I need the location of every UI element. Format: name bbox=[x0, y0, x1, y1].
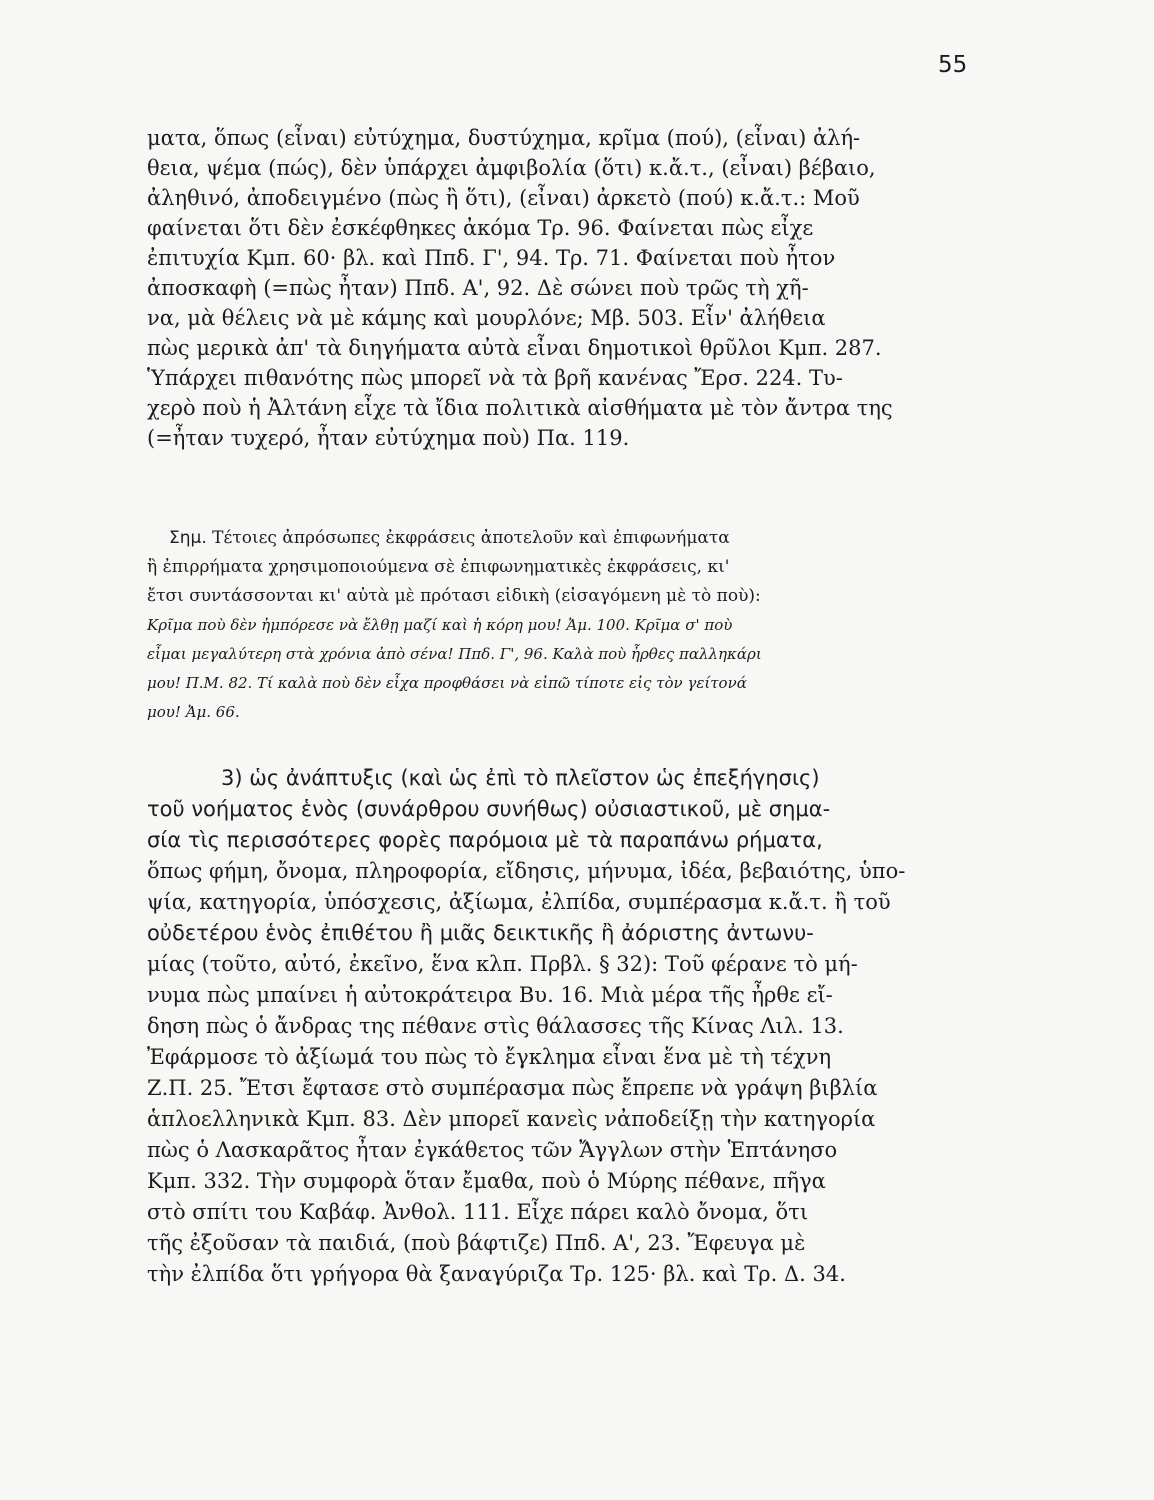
text-line: ὅπως φήμη, ὄνομα, πληροφορία, εἴδησις, μήνυμα, ἰδέα, βεβαιότης, ὑπο- bbox=[147, 859, 906, 883]
text-line: ἐπιτυχία Κμπ. 60· βλ. καὶ Ππδ. Γ', 94. Τρ. 71. Φαίνεται ποὺ ἦτον bbox=[147, 246, 836, 270]
text-line: Ἐφάρμοσε τὸ ἀξίωμά του πὼς τὸ ἔγκλημα εἶναι ἕνα μὲ τὴ τέχνη bbox=[147, 1045, 832, 1069]
text-line: τοῦ νοήματος ἑνὸς (συνάρθρου συνήθως) οὐσιαστικοῦ, μὲ σημα- bbox=[147, 797, 831, 821]
text-line: φαίνεται ὅτι δὲν ἐσκέφθηκες ἀκόμα Τρ. 96. Φαίνεται πὼς εἶχε bbox=[147, 216, 814, 240]
text-line: εἶμαι μεγαλύτερη στὰ χρόνια ἀπὸ σένα! Ππδ. Γ', 96. Καλὰ ποὺ ἦρθες παλληκάρι bbox=[147, 645, 762, 663]
text-line: τὴν ἐλπίδα ὅτι γρήγορα θὰ ξαναγύριζα Τρ. 125· βλ. καὶ Τρ. Δ. 34. bbox=[147, 1262, 846, 1286]
text-line: χερὸ ποὺ ἡ Ἀλτάνη εἶχε τὰ ἴδια πολιτικὰ αἰσθήματα μὲ τὸν ἄντρα της bbox=[147, 396, 893, 420]
text-line: πὼς ὁ Λασκαρᾶτος ἦταν ἐγκάθετος τῶν Ἄγγλων στὴν Ἑπτάνησο bbox=[147, 1138, 838, 1162]
text-line: οὐδετέρου ἑνὸς ἐπιθέτου ἢ μιᾶς δεικτικῆς ἢ ἀόριστης ἀντωνυ- bbox=[147, 921, 814, 945]
text-line: δηση πὼς ὁ ἄνδρας της πέθανε στὶς θάλασσες τῆς Κίνας Λιλ. 13. bbox=[147, 1014, 844, 1038]
text-line: πὼς μερικὰ ἀπ' τὰ διηγήματα αὐτὰ εἶναι δημοτικοὶ θρῦλοι Κμπ. 287. bbox=[147, 336, 882, 360]
text-line: μου! Π.Μ. 82. Τί καλὰ ποὺ δὲν εἶχα προφθάσει νὰ εἰπῶ τίποτε εἰς τὸν γείτονά bbox=[147, 674, 747, 692]
text-line: νυμα πὼς μπαίνει ἡ αὐτοκράτειρα Βυ. 16. Μιὰ μέρα τῆς ἦρθε εἴ- bbox=[147, 983, 833, 1007]
text-line: σία τὶς περισσότερες φορὲς παρόμοια μὲ τὰ παραπάνω ρήματα, bbox=[147, 828, 823, 852]
text-line: ἀποσκαφὴ (=πὼς ἦταν) Ππδ. Α', 92. Δὲ σώνει ποὺ τρῶς τὴ χῆ- bbox=[147, 276, 809, 300]
text-line: Κμπ. 332. Τὴν συμφορὰ ὅταν ἔμαθα, ποὺ ὁ Μύρης πέθανε, πῆγα bbox=[147, 1169, 826, 1193]
text-line: ἀληθινό, ἀποδειγμένο (πὼς ἢ ὅτι), (εἶναι) ἀρκετὸ (πού) κ.ἄ.τ.: Μοῦ bbox=[147, 186, 860, 210]
text-line: Ὑπάρχει πιθανότης πὼς μπορεῖ νὰ τὰ βρῆ κανένας Ἔρσ. 224. Τυ- bbox=[147, 366, 843, 390]
text-line: να, μὰ θέλεις νὰ μὲ κάμης καὶ μουρλόνε; Μβ. 503. Εἶν' ἀλήθεια bbox=[147, 306, 826, 330]
page-number: 55 bbox=[938, 52, 968, 78]
text-line: στὸ σπίτι του Καβάφ. Ἀνθολ. 111. Εἶχε πάρει καλὸ ὄνομα, ὅτι bbox=[147, 1200, 809, 1224]
text-line: 3) ὡς ἀνάπτυξις (καὶ ὡς ἐπὶ τὸ πλεῖστον ὡς ἐπεξήγησις) bbox=[221, 766, 820, 790]
text-line: θεια, ψέμα (πώς), δὲν ὑπάρχει ἀμφιβολία (ὅτι) κ.ἄ.τ., (εἶναι) βέβαιο, bbox=[147, 156, 876, 180]
text-line: μου! Ἀμ. 66. bbox=[147, 703, 240, 721]
text-line: ματα, ὅπως (εἶναι) εὐτύχημα, δυστύχημα, κρῖμα (πού), (εἶναι) ἀλή- bbox=[147, 126, 861, 150]
text-line: Ζ.Π. 25. Ἔτσι ἔφτασε στὸ συμπέρασμα πὼς ἔπρεπε νὰ γράψη βιβλία bbox=[147, 1076, 878, 1100]
text-line: ψία, κατηγορία, ὑπόσχεσις, ἀξίωμα, ἐλπίδα, συμπέρασμα κ.ἄ.τ. ἢ τοῦ bbox=[147, 890, 891, 914]
text-line: (=ἦταν τυχερό, ἦταν εὐτύχημα ποὺ) Πα. 119. bbox=[147, 426, 630, 450]
text-line: ἢ ἐπιρρήματα χρησιμοποιούμενα σὲ ἐπιφωνηματικὲς ἐκφράσεις, κι' bbox=[147, 557, 730, 577]
note-label: Σημ. bbox=[169, 528, 207, 548]
text-line: μίας (τοῦτο, αὐτό, ἐκεῖνο, ἕνα κλπ. Πρβλ. § 32): Τοῦ φέρανε τὸ μή- bbox=[147, 952, 858, 976]
text-line bbox=[169, 528, 730, 548]
text-line: ἁπλοελληνικὰ Κμπ. 83. Δὲν μπορεῖ κανεὶς νἀποδείξῃ τὴν κατηγορία bbox=[147, 1107, 876, 1131]
text-line: Κρῖμα ποὺ δὲν ἠμπόρεσε νὰ ἔλθῃ μαζί καὶ ἡ κόρη μου! Ἀμ. 100. Κρῖμα σ' ποὺ bbox=[147, 616, 733, 634]
text-line: τῆς ἐξοῦσαν τὰ παιδιά, (ποὺ βάφτιζε) Ππδ. Α', 23. Ἔφευγα μὲ bbox=[147, 1231, 806, 1255]
text-line: ἔτσι συντάσσονται κι' αὐτὰ μὲ πρότασι εἰδικὴ (εἰσαγόμενη μὲ τὸ ποὺ): bbox=[147, 586, 761, 606]
note-line-text: Τέτοιες ἀπρόσωπες ἐκφράσεις ἀποτελοῦν καὶ ἐπιφωνήματα bbox=[212, 528, 730, 548]
